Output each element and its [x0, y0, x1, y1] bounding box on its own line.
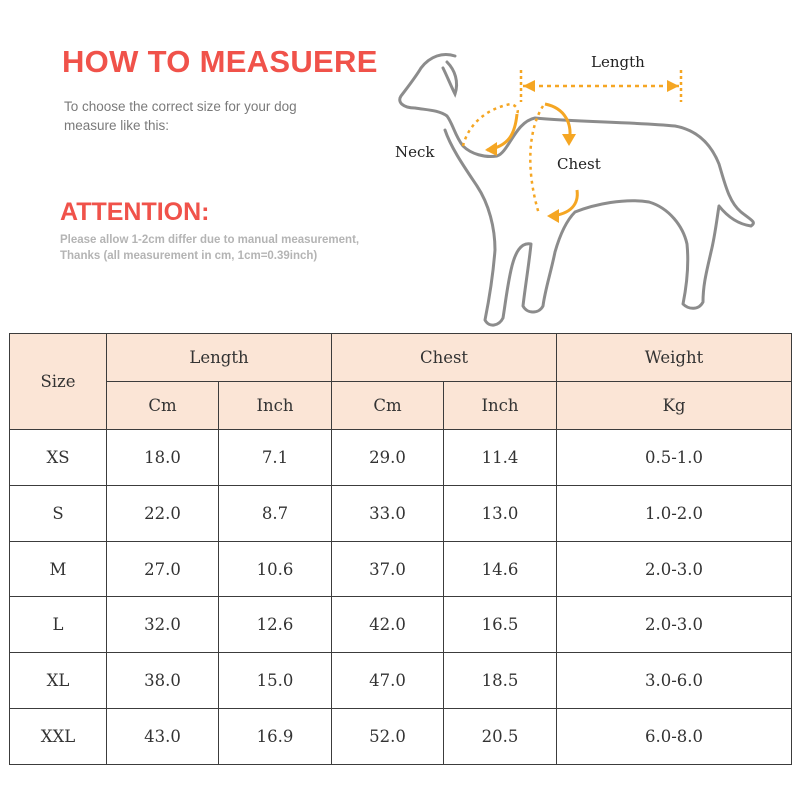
dog-ear: [443, 62, 457, 94]
length-cm-cell: 38.0: [107, 653, 219, 709]
length-arrow-left: [523, 80, 535, 92]
length-cm-cell: 43.0: [107, 709, 219, 765]
weight-cell: 2.0-3.0: [557, 597, 792, 653]
chest-inch-cell: 13.0: [444, 485, 557, 541]
chest-inch-cell: 18.5: [444, 653, 557, 709]
length-label: Length: [591, 53, 645, 71]
length-inch-cell: 10.6: [219, 541, 332, 597]
weight-cell: 2.0-3.0: [557, 541, 792, 597]
attention-note: [60, 232, 420, 264]
chest-inch-cell: 16.5: [444, 597, 557, 653]
weight-header: Weight: [557, 334, 792, 382]
size-cell: M: [10, 541, 107, 597]
neck-label: Neck: [395, 143, 435, 161]
chest-label: Chest: [557, 155, 601, 173]
length-cm-cell: 18.0: [107, 430, 219, 486]
table-row: [10, 541, 792, 597]
chest-cm-cell: 42.0: [332, 597, 444, 653]
length-inch-cell: 7.1: [219, 430, 332, 486]
length-header: Length: [107, 334, 332, 382]
table-row: [10, 597, 792, 653]
length-arrow-right: [667, 80, 679, 92]
chest-cm-cell: 33.0: [332, 485, 444, 541]
chest-header: Chest: [332, 334, 557, 382]
length-cm-header: Cm: [107, 382, 219, 430]
length-cm-cell: 27.0: [107, 541, 219, 597]
chest-inch-cell: 14.6: [444, 541, 557, 597]
chest-inch-cell: 20.5: [444, 709, 557, 765]
weight-cell: 1.0-2.0: [557, 485, 792, 541]
weight-kg-header: Kg: [557, 382, 792, 430]
chest-inch-header: Inch: [444, 382, 557, 430]
weight-cell: 0.5-1.0: [557, 430, 792, 486]
weight-cell: 6.0-8.0: [557, 709, 792, 765]
chest-inch-cell: 11.4: [444, 430, 557, 486]
length-cm-cell: 22.0: [107, 485, 219, 541]
size-cell: S: [10, 485, 107, 541]
length-inch-cell: 16.9: [219, 709, 332, 765]
length-inch-header: Inch: [219, 382, 332, 430]
chest-arrow-head-lower: [547, 209, 559, 223]
chest-cm-cell: 47.0: [332, 653, 444, 709]
size-cell: XL: [10, 653, 107, 709]
length-inch-cell: 15.0: [219, 653, 332, 709]
page-title: HOW TO MEASUERE: [62, 44, 378, 79]
size-header: Size: [10, 334, 107, 430]
chest-arrow-head-upper: [562, 134, 576, 146]
chest-cm-cell: 37.0: [332, 541, 444, 597]
size-cell: XXL: [10, 709, 107, 765]
length-inch-cell: 12.6: [219, 597, 332, 653]
table-row: [10, 709, 792, 765]
dog-measurement-diagram: [385, 38, 785, 330]
table-row: [10, 485, 792, 541]
chest-dotted-loop: [530, 106, 543, 214]
length-cm-cell: 32.0: [107, 597, 219, 653]
table-row: [10, 430, 792, 486]
attention-heading: ATTENTION:: [60, 198, 210, 226]
chest-cm-cell: 52.0: [332, 709, 444, 765]
measure-instructions: To choose the correct size for your dog measure like this:: [64, 99, 297, 133]
neck-arrow-curve: [487, 114, 517, 150]
weight-cell: 3.0-6.0: [557, 653, 792, 709]
size-cell: L: [10, 597, 107, 653]
length-inch-cell: 8.7: [219, 485, 332, 541]
neck-arrow-head: [485, 142, 497, 156]
size-chart-table: [9, 333, 792, 765]
attention-note-line-2: Thanks (all measurement in cm, 1cm=0.39inch): [60, 250, 318, 262]
attention-note-line-1: Please allow 1-2cm differ due to manual measurement,: [60, 234, 360, 246]
dog-outline: [400, 55, 754, 326]
size-cell: XS: [10, 430, 107, 486]
chest-cm-cell: 29.0: [332, 430, 444, 486]
chest-cm-header: Cm: [332, 382, 444, 430]
table-row: [10, 653, 792, 709]
